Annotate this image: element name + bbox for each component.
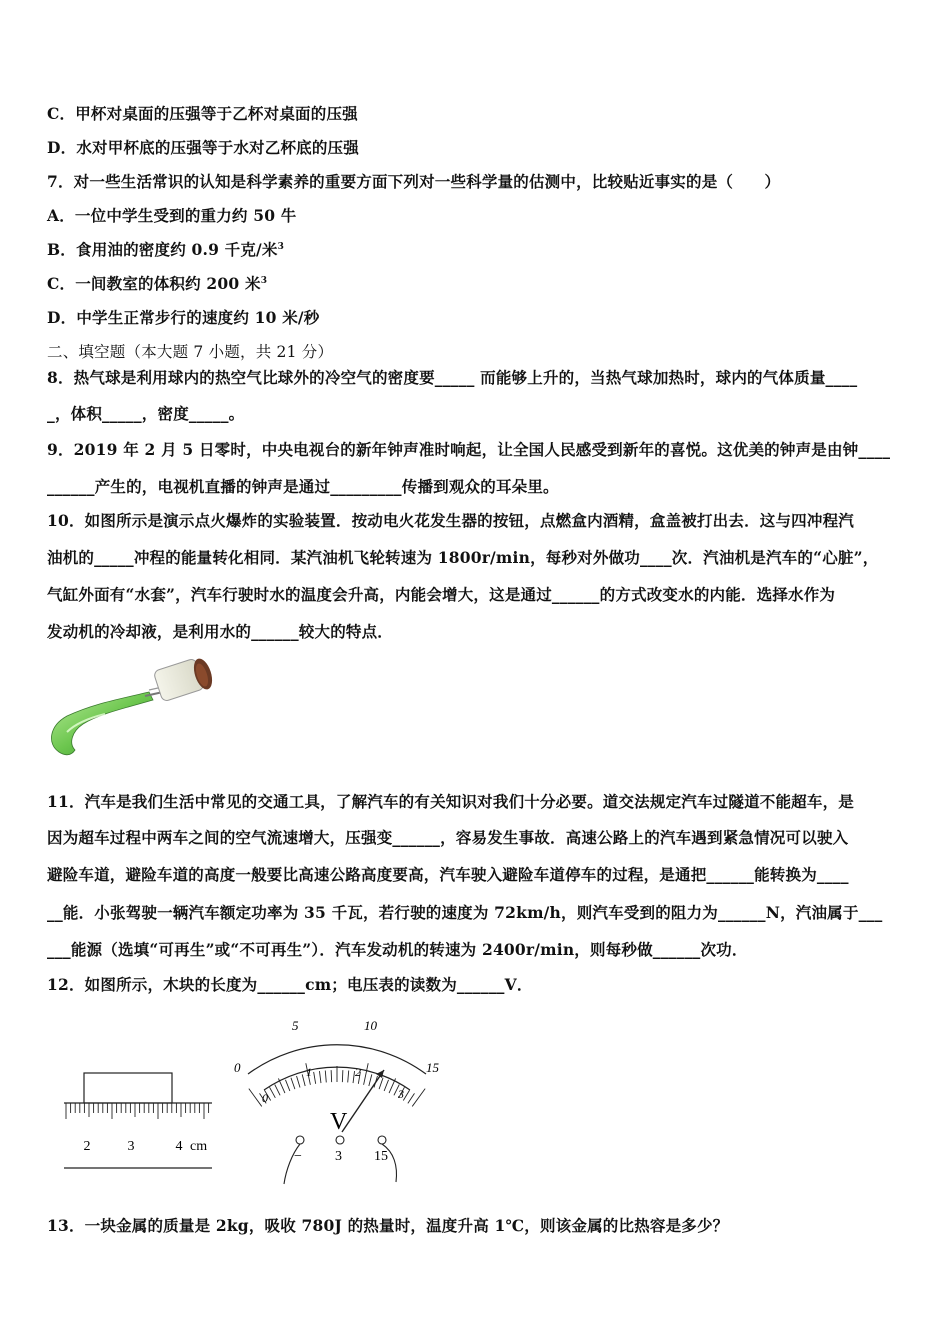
question-9-line2: ______产生的，电视机直播的钟声是通过_________传播到观众的耳朵里。 [47, 477, 559, 496]
dial-tick [302, 1074, 305, 1086]
dial-tick [325, 1070, 326, 1082]
dial-tick [408, 1093, 415, 1103]
question-12: 12．如图所示，木块的长度为______cm；电压表的读数为______V． [47, 975, 533, 994]
option-d-q6: D．水对甲杯底的压强等于水对乙杯底的压强 [47, 138, 359, 157]
voltmeter-figure [222, 1014, 452, 1189]
option-c-q7 [47, 272, 267, 294]
option-b-exponent: 3 [277, 241, 285, 252]
lower-label-1: 1 [306, 1065, 312, 1079]
question-10-line3: 气缸外面有“水套”，汽车行驶时水的温度会升高，内能会增大，这是通过______的方式改变水的内能．选择水作为 [47, 585, 836, 604]
terminal-15 [378, 1136, 386, 1144]
question-8-line2: _，体积_____，密度_____。 [47, 404, 245, 423]
dial-tick [384, 1080, 388, 1091]
dial-tick [331, 1070, 332, 1082]
question-10-line2: 油机的_____冲程的能量转化相同．某汽油机飞轮转速为 1800r/min，每秒对外做功____次．汽油机是汽车的“心脏”， [47, 548, 879, 567]
question-11-line2: 因为超车过程中两车之间的空气流速增大，压强变______，容易发生事故．高速公路上的汽车遇到紧急情况可以驶入 [47, 828, 849, 847]
dial-tick [278, 1078, 285, 1093]
terminal-3 [336, 1136, 344, 1144]
option-c-q6: C．甲杯对桌面的压强等于乙杯对桌面的压强 [47, 104, 358, 123]
dial-tick [314, 1072, 316, 1084]
lower-label-3: 3 [398, 1087, 404, 1101]
lower-label-2: 2 [355, 1065, 361, 1079]
dial-tick [249, 1089, 262, 1107]
dial-tick [291, 1078, 295, 1089]
question-10-line1: 10．如图所示是演示点火爆炸的实验装置．按动电火花发生器的按钮，点燃盒内酒精，盒盖被打出去．这与四冲程汽 [47, 511, 854, 530]
upper-label-10: 10 [364, 1018, 377, 1033]
terminal-label-negative: − [294, 1149, 302, 1164]
ruler-label-4: 4 [175, 1139, 183, 1154]
ignition-apparatus-figure [45, 652, 220, 764]
dial-tick [285, 1080, 289, 1091]
dial-tick [342, 1070, 343, 1082]
dial-tick [364, 1063, 369, 1085]
dial-tick [379, 1078, 383, 1089]
question-11-line5: ___能源（选填“可再生”或“不可再生”）．汽车发动机的转速为 2400r/min，则每秒做______次功． [47, 940, 748, 959]
ruler-label-3: 3 [127, 1139, 135, 1154]
dial-tick [348, 1070, 349, 1082]
upper-label-15: 15 [426, 1060, 439, 1075]
dial-tick [297, 1076, 300, 1087]
question-11-line3: 避险车道，避险车道的高度一般要比高速公路高度要高，汽车驶入避险车道停车的过程，是通把______能转换为____ [47, 865, 849, 884]
dial-tick [275, 1085, 280, 1096]
question-10-line4: 发动机的冷却液，是利用水的______较大的特点． [47, 622, 394, 641]
dial-tick [270, 1087, 276, 1098]
upper-label-0: 0 [234, 1060, 241, 1075]
question-13: 13．一块金属的质量是 2kg，吸收 780J 的热量时，温度升高 1℃，则该金属的比热容是多少？ [47, 1216, 729, 1235]
terminal-label-3: 3 [335, 1149, 342, 1164]
ruler-label-2: 2 [83, 1139, 91, 1154]
dial-tick [403, 1090, 409, 1100]
section-heading: 二、填空题（本大题 7 小题，共 21 分） [47, 343, 334, 361]
wooden-block [84, 1073, 172, 1103]
option-c-text: C．一间教室的体积约 200 米 [47, 274, 261, 293]
dial-tick [412, 1089, 425, 1107]
ruler-figure [60, 1068, 215, 1174]
option-d-q7: D．中学生正常步行的速度约 10 米/秒 [47, 308, 320, 327]
voltmeter-symbol: V [330, 1109, 348, 1135]
dial-tick [389, 1078, 396, 1093]
option-a-q7: A．一位中学生受到的重力约 50 牛 [47, 206, 297, 225]
question-9-line1: 9．2019 年 2 月 5 日零时，中央电视台的新年钟声准时响起，让全国人民感受到新年的喜悦。这优美的钟声是由钟____ [47, 440, 891, 459]
question-11-line4: __能．小张驾驶一辆汽车额定功率为 35 千瓦，若行驶的速度为 72km/h，则汽车受到的阻力为______N，汽油属于___ [47, 903, 883, 922]
dial-tick [319, 1071, 321, 1083]
option-b-text: B．食用油的密度约 0.9 千克/米 [47, 240, 278, 259]
dial-tick [369, 1074, 372, 1086]
lower-label-0: 0 [262, 1091, 268, 1105]
option-b-q7 [47, 238, 284, 260]
question-8-line1: 8．热气球是利用球内的热空气比球外的冷空气的密度要_____ 而能够上升的，当热气球加热时，球内的气体质量____ [47, 368, 858, 387]
upper-label-5: 5 [292, 1018, 299, 1033]
question-11-line1: 11．汽车是我们生活中常见的交通工具，了解汽车的有关知识对我们十分必要。道交法规定汽车过隧道不能超车，是 [47, 792, 854, 811]
option-c-exponent: 3 [260, 275, 268, 286]
ruler-unit: cm [190, 1139, 208, 1154]
question-7: 7．对一些生活常识的认知是科学素养的重要方面下列对一些科学量的估测中，比较贴近事实的是（ ） [47, 172, 781, 191]
terminal-negative [296, 1136, 304, 1144]
terminal-label-15: 15 [374, 1149, 388, 1164]
